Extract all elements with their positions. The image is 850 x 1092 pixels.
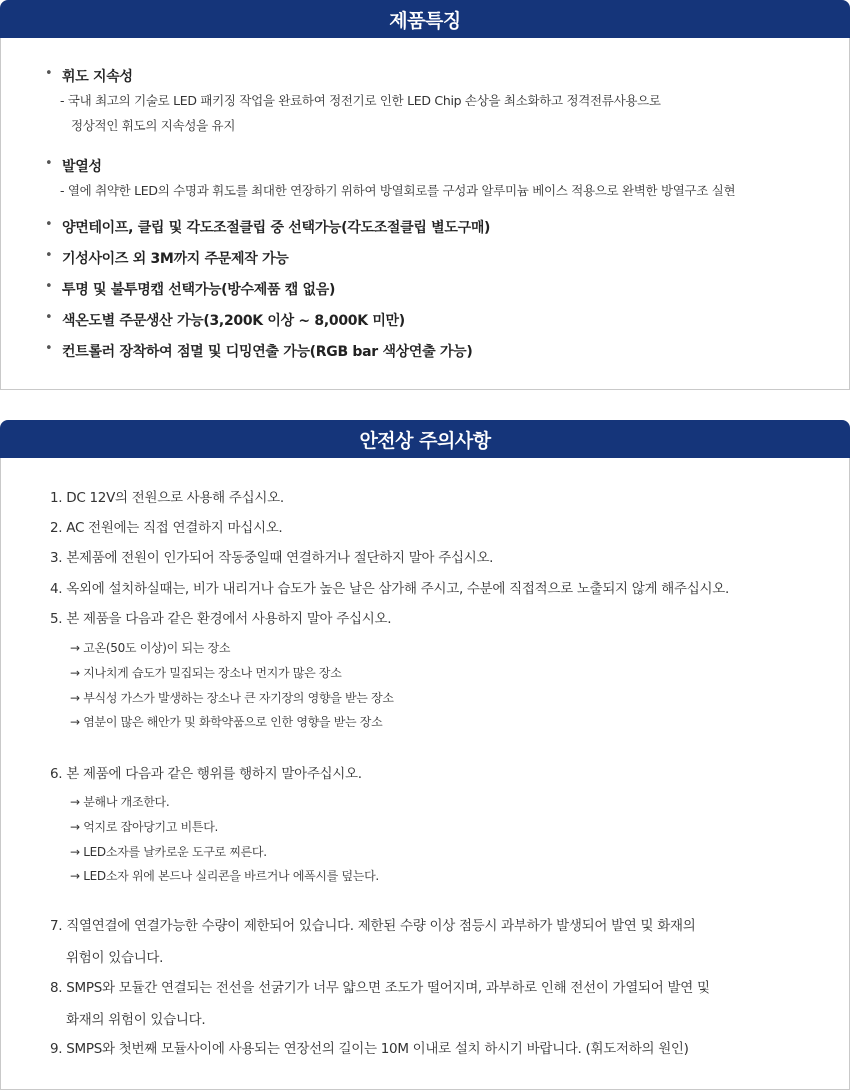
bullet-icon: • [45, 279, 53, 294]
caution-item-8-line2: 화재의 위험이 있습니다. [66, 1012, 206, 1028]
caution-item-5: 5. 본 제품을 다음과 같은 환경에서 사용하지 말아 주십시오. [50, 611, 392, 627]
feature-title: 발열성 [62, 159, 102, 175]
caution-item-7-line1: 7. 직열연결에 연결가능한 수량이 제한되어 있습니다. 제한된 수량 이상 점등시 과부하가 발생되어 발연 및 화재의 [50, 918, 696, 934]
feature-item-1 [45, 66, 661, 138]
caution-item-2: 2. AC 전원에는 직접 연결하지 마십시오. [50, 520, 283, 536]
caution-item-8-line1: 8. SMPS와 모듈간 연결되는 전선을 선굵기가 너무 얇으면 조도가 떨어지며, 과부하로 인해 전선이 가열되어 발연 및 [50, 980, 710, 996]
bullet-icon: • [45, 217, 53, 232]
caution-item-9: 9. SMPS와 첫번째 모듈사이에 사용되는 연장선의 길이는 10M 이내로 설치 하시기 바랍니다. (휘도저하의 원인) [50, 1041, 689, 1057]
feature-desc-cont: 정상적인 휘도의 지속성을 유지 [71, 118, 236, 133]
bullet-icon: • [45, 66, 53, 81]
caution-item-6: 6. 본 제품에 다음과 같은 행위를 행하지 말아주십시오. [50, 766, 362, 782]
caution-item-7-line2: 위험이 있습니다. [66, 950, 164, 966]
feature-item-6 [45, 310, 405, 330]
feature-title: 휘도 지속성 [62, 69, 133, 85]
bullet-icon: • [45, 248, 53, 263]
bullet-icon: • [45, 156, 53, 171]
cautions-header [0, 420, 850, 458]
bullet-icon: • [45, 310, 53, 325]
feature-title: 색온도별 주문생산 가능(3,200K 이상 ~ 8,000K 미만) [62, 313, 405, 329]
feature-desc: - 열에 취약한 LED의 수명과 휘도를 최대한 연장하기 위하여 방열회로를 구성과 알루미늄 베이스 적용으로 완벽한 방열구조 실현 [60, 183, 736, 198]
feature-item-2 [45, 156, 736, 203]
features-header-label: 제품특징 [389, 9, 461, 32]
caution-item-7 [50, 914, 696, 966]
act-item-4: → LED소자 위에 본드나 실리콘을 바르거나 에폭시를 덮는다. [70, 869, 379, 883]
cautions-header-label: 안전상 주의사항 [359, 429, 491, 452]
caution-item-8 [50, 976, 710, 1028]
env-item-1: → 고온(50도 이상)이 되는 장소 [70, 641, 231, 655]
bullet-icon: • [45, 341, 53, 356]
feature-item-3 [45, 217, 491, 237]
act-item-3: → LED소자를 날카로운 도구로 찌른다. [70, 845, 267, 859]
act-item-2: → 억지로 잡아당기고 비튼다. [70, 820, 219, 834]
act-item-1: → 분해나 개조한다. [70, 795, 170, 809]
caution-item-4: 4. 옥외에 설치하실때는, 비가 내리거나 습도가 높은 날은 삼가해 주시고, 수분에 직접적으로 노출되지 않게 해주십시오. [50, 581, 729, 597]
feature-item-5 [45, 279, 336, 299]
feature-title: 기성사이즈 외 3M까지 주문제작 가능 [62, 251, 289, 267]
env-item-2: → 지나치게 습도가 밀집되는 장소나 먼지가 많은 장소 [70, 666, 342, 680]
env-item-3: → 부식성 가스가 발생하는 장소나 큰 자기장의 영향을 받는 장소 [70, 691, 394, 705]
caution-item-3: 3. 본제품에 전원이 인가되어 작동중일때 연결하거나 절단하지 말아 주십시오. [50, 550, 494, 566]
caution-item-1: 1. DC 12V의 전원으로 사용해 주십시오. [50, 490, 284, 506]
feature-title: 컨트롤러 장착하여 점멸 및 디밍연출 가능(RGB bar 색상연출 가능) [62, 344, 473, 360]
feature-desc: - 국내 최고의 기술로 LED 패키징 작업을 완료하여 정전기로 인한 LED Chip 손상을 최소화하고 정격전류사용으로 [60, 93, 661, 108]
features-header [0, 0, 850, 38]
feature-item-4 [45, 248, 289, 268]
feature-item-7 [45, 341, 473, 361]
env-item-4: → 염분이 많은 해안가 및 화학약품으로 인한 영향을 받는 장소 [70, 715, 383, 729]
feature-title: 투명 및 불투명캡 선택가능(방수제품 캡 없음) [62, 282, 336, 298]
feature-title: 양면테이프, 클립 및 각도조절클립 중 선택가능(각도조절클립 별도구매) [62, 220, 491, 236]
